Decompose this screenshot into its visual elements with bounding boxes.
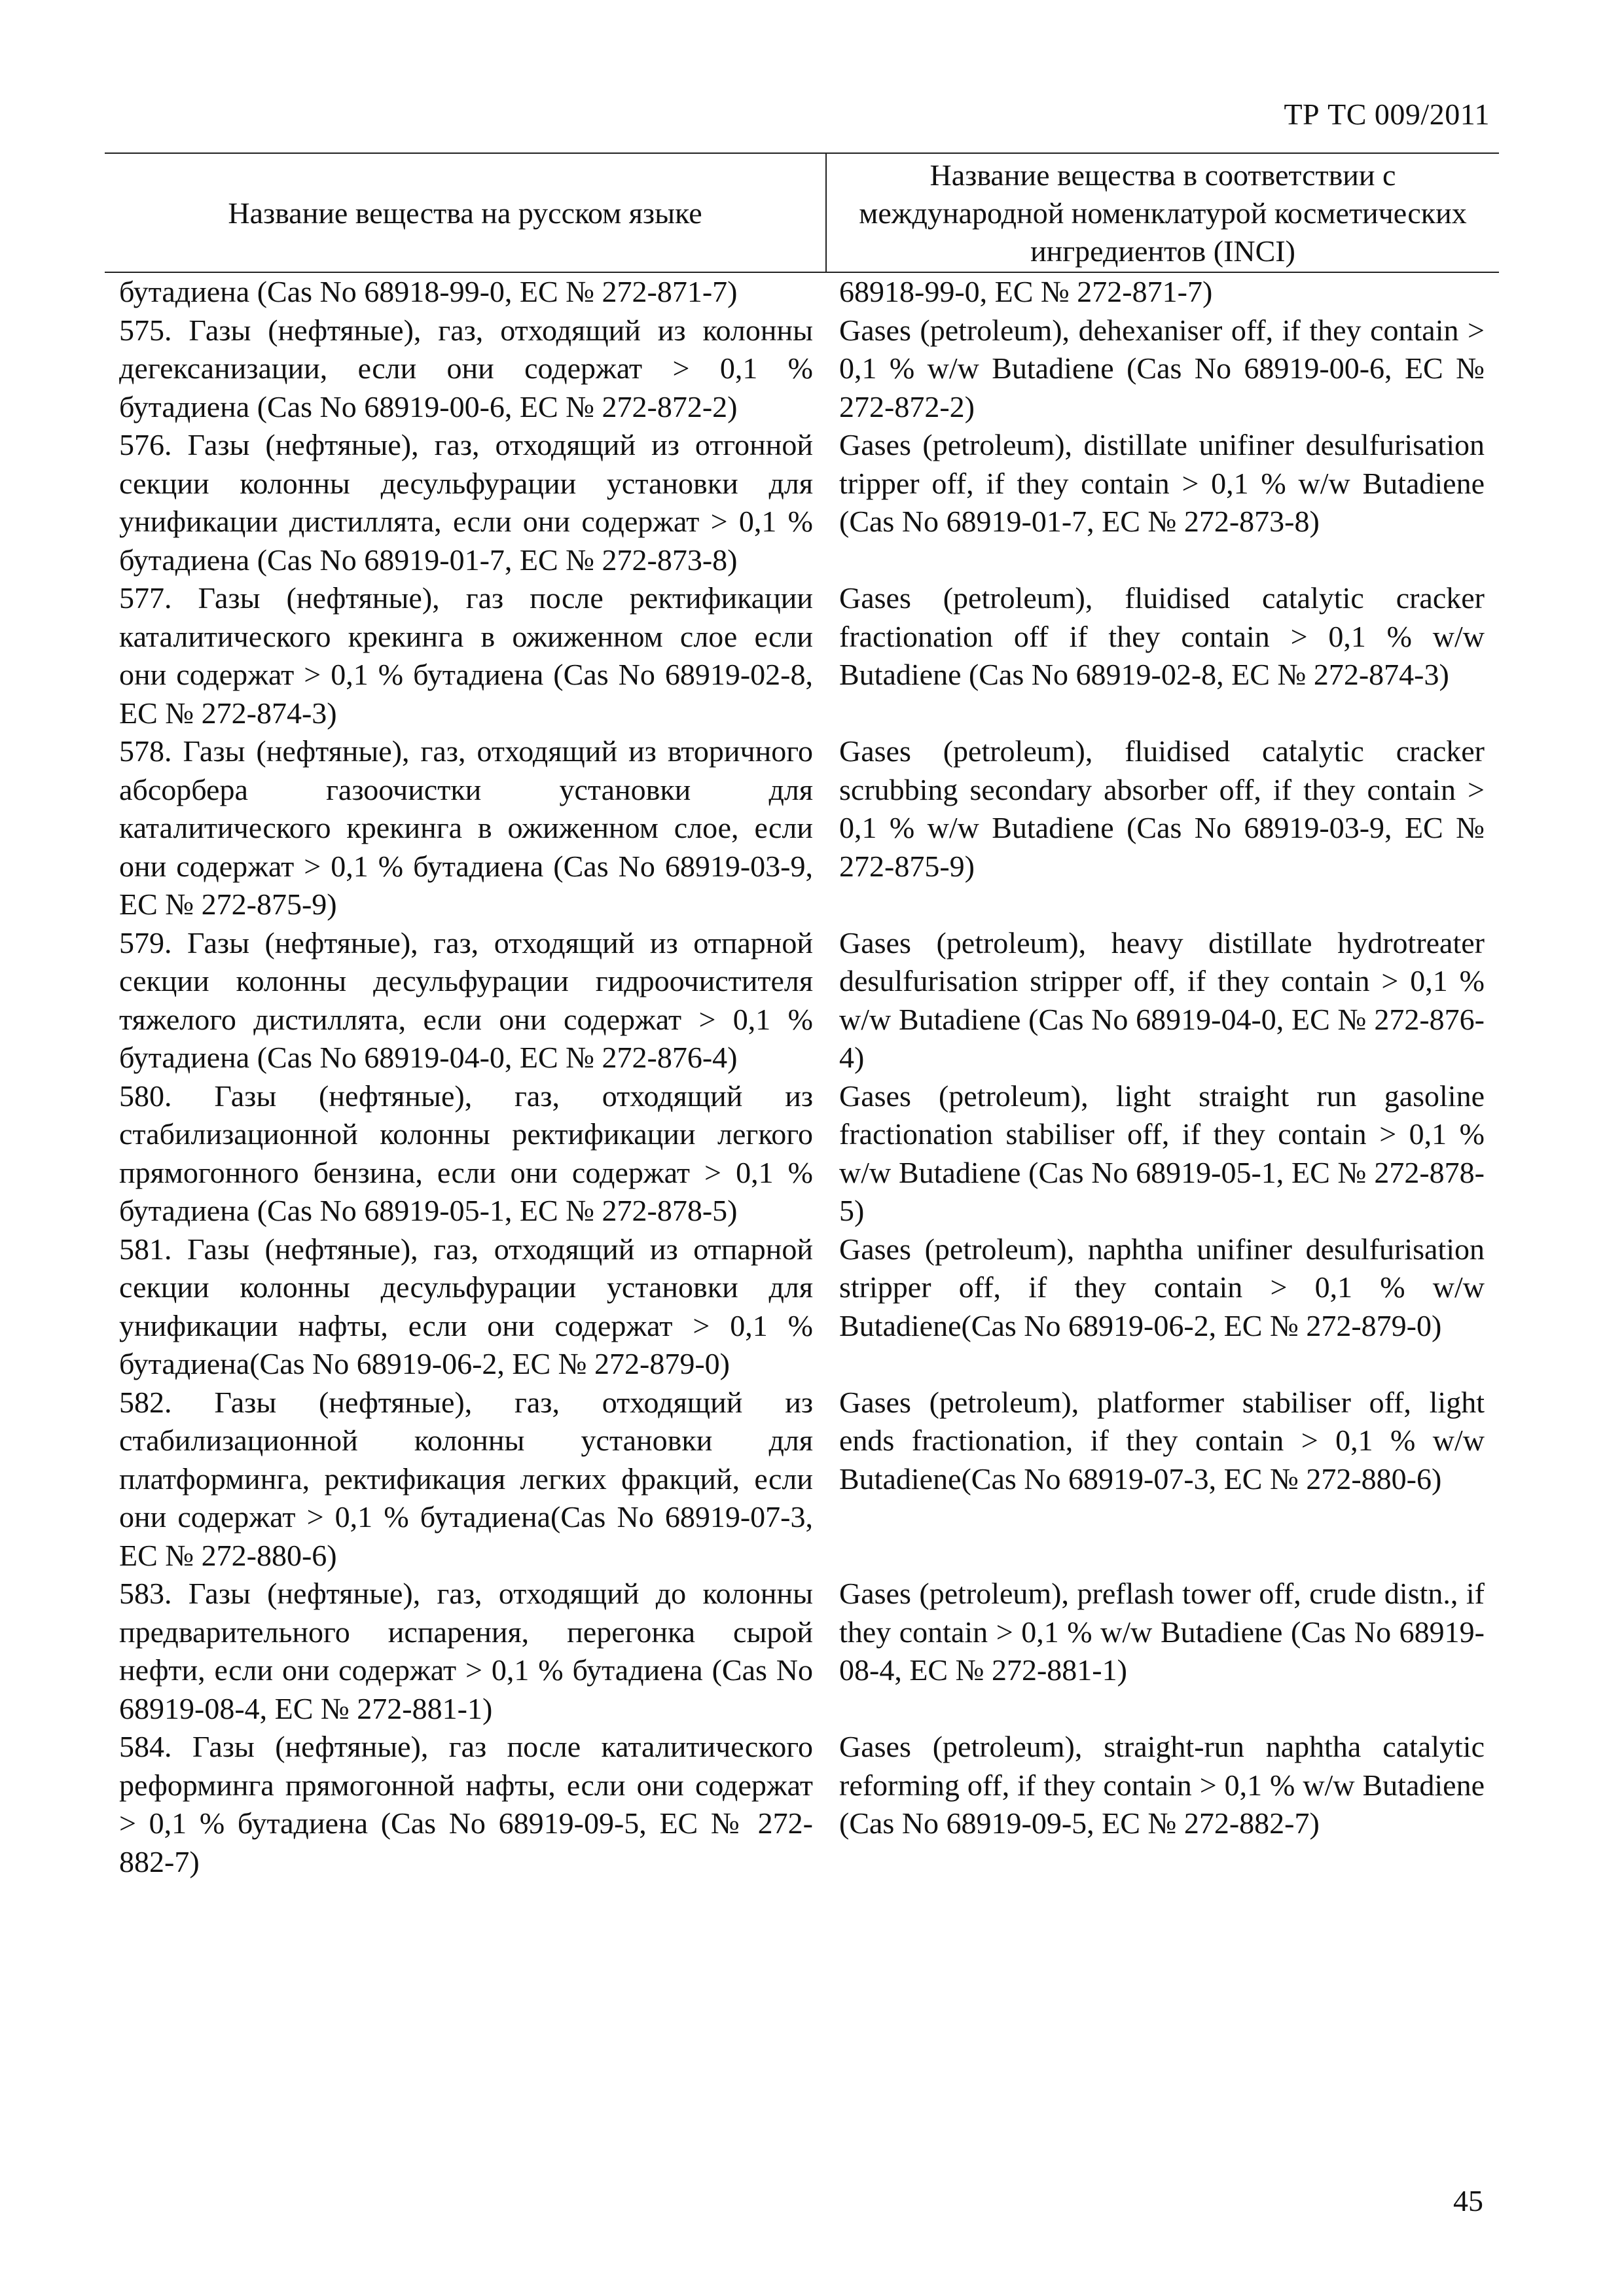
page-number: 45 [1453,2184,1483,2217]
cell-inci-name: Gases (petroleum), distillate unifiner desulfurisation tripper off, if they contain > 0,1 % w/w Butadiene (Cas No 68919-01-7, ЕС № 272-873-8) [839,428,1485,538]
cell-inci-continuation: 68918-99-0, ЕС № 272-871-7) [839,275,1213,308]
table-row [105,1230,1499,1384]
russian-name-text: Газы (нефтяные), газ после ректификации каталитического крекинга в ожиженном слое если они содержат > 0,1 % бутадиена (Cas No 68919-02-8, ЕС № 272-874-3) [119,581,814,730]
entry-number: 578. [119,734,172,768]
column-header-russian-name: Название вещества на русском языке [105,153,826,272]
table-body [105,272,1499,1881]
entry-number: 583. [119,1577,172,1610]
table-row [105,579,1499,732]
russian-name-text: Газы (нефтяные), газ, отходящий из отпарной секции колонны десульфурации установки для унификации нафты, если они содержат > 0,1 % бутадиена(Cas No 68919-06-2, ЕС № 272-879-0) [119,1232,813,1380]
cell-russian-name [105,312,826,427]
cell-inci-name: Gases (petroleum), dehexaniser off, if they contain > 0,1 % w/w Butadiene (Cas No 68919-00-6, ЕС № 272-872-2) [839,313,1485,423]
cell-russian-name [105,1728,826,1881]
table-row [105,426,1499,579]
cell-inci-name: Gases (petroleum), light straight run gasoline fractionation stabiliser off, if they contain > 0,1 % w/w Butadiene (Cas No 68919-05-1, ЕС № 272-878-5) [839,1079,1485,1227]
cell-inci-name: Gases (petroleum), fluidised catalytic cracker scrubbing secondary absorber off, if they contain > 0,1 % w/w Butadiene (Cas No 68919-03-9, ЕС № 272-875-9) [839,734,1485,883]
table-row-continuation [105,272,1499,312]
table-row [105,1575,1499,1728]
russian-name-text: Газы (нефтяные), газ, отходящий из отгонной секции колонны десульфурации установки для унификации дистиллята, если они содержат > 0,1 % бутадиена (Cas No 68919-01-7, ЕС № 272-873-8) [119,428,813,577]
russian-name-text: Газы (нефтяные), газ, отходящий из отпарной секции колонны десульфурации гидроочистителя тяжелого дистиллята, если они содержат > 0,1 % бутадиена (Cas No 68919-04-0, ЕС № 272-876-4) [119,925,813,1074]
russian-name-text: Газы (нефтяные), газ, отходящий из стабилизационной колонны установки для платформинга, ректификация легких фракций, если они содержат > 0,1 % бутадиена(Cas No 68919-07-3, ЕС № 272-880-6) [119,1385,813,1572]
cell-inci-name: Gases (petroleum), heavy distillate hydrotreater desulfurisation stripper off, if they contain > 0,1 % w/w Butadiene (Cas No 68919-04-0, ЕС № 272-876-4) [839,925,1485,1074]
cell-russian-name [105,1384,826,1575]
substance-table [105,152,1499,1881]
russian-name-text: Газы (нефтяные), газ, отходящий из вторичного абсорбера газоочистки установки для каталитического крекинга в ожиженном слое, если они содержат > 0,1 % бутадиена (Cas No 68919-03-9, ЕС № 272-875-9) [119,734,813,921]
cell-russian-continuation: бутадиена (Cas No 68918-99-0, ЕС № 272-871-7) [119,275,738,308]
entry-number: 577. [119,581,172,615]
russian-name-text: Газы (нефтяные), газ, отходящий до колонны предварительного испарения, перегонка сырой нефти, если они содержат > 0,1 % бутадиена (Cas No 68919-08-4, ЕС № 272-881-1) [119,1577,814,1725]
cell-inci-name: Gases (petroleum), naphtha unifiner desulfurisation stripper off, if they contain > 0,1 % w/w Butadiene(Cas No 68919-06-2, ЕС № 272-879-0) [839,1232,1485,1342]
table-row [105,312,1499,427]
entry-number: 584. [119,1730,172,1763]
cell-russian-name [105,1077,826,1230]
cell-inci-name: Gases (petroleum), preflash tower off, crude distn., if they contain > 0,1 % w/w Butadiene (Cas No 68919-08-4, ЕС № 272-881-1) [839,1577,1485,1687]
column-header-inci-name: Название вещества в соответствии с международной номенклатурой косметических ингредиентов (INCI) [826,153,1499,272]
table-header [105,153,1499,272]
entry-number: 576. [119,428,172,461]
cell-russian-name [105,579,826,732]
cell-inci-name: Gases (petroleum), straight-run naphtha catalytic reforming off, if they contain > 0,1 % w/w Butadiene (Cas No 68919-09-5, ЕС № 272-882-7) [839,1730,1485,1840]
russian-name-text: Газы (нефтяные), газ, отходящий из колонны дегексанизации, если они содержат > 0,1 % бутадиена (Cas No 68919-00-6, ЕС № 272-872-2) [119,313,813,423]
entry-number: 575. [119,313,172,347]
cell-russian-name [105,426,826,579]
cell-russian-name [105,732,826,924]
table-row [105,1384,1499,1575]
cell-inci-name: Gases (petroleum), platformer stabiliser off, light ends fractionation, if they contain > 0,1 % w/w Butadiene(Cas No 68919-07-3, ЕС № 272-880-6) [839,1385,1485,1496]
cell-russian-name [105,924,826,1077]
entry-number: 581. [119,1232,172,1266]
cell-russian-name [105,1230,826,1384]
entry-number: 579. [119,925,172,960]
russian-name-text: Газы (нефтяные), газ после каталитического реформинга прямогонной нафты, если они содержат > 0,1 % бутадиена (Cas No 68919-09-5, ЕС № 272-882-7) [119,1730,814,1878]
table-row [105,1728,1499,1881]
entry-number: 582. [119,1385,172,1419]
table-row [105,732,1499,924]
russian-name-text: Газы (нефтяные), газ, отходящий из стабилизационной колонны ректификации легкого прямогонного бензина, если они содержат > 0,1 % бутадиена (Cas No 68919-05-1, ЕС № 272-878-5) [119,1079,813,1227]
cell-russian-name [105,1575,826,1728]
entry-number: 580. [119,1079,172,1113]
table-row [105,924,1499,1077]
table-row [105,1077,1499,1230]
document-code: ТР ТС 009/2011 [1284,98,1490,131]
cell-inci-name: Gases (petroleum), fluidised catalytic cracker fractionation off if they contain > 0,1 % w/w Butadiene (Cas No 68919-02-8, ЕС № 272-874-3) [839,581,1485,691]
